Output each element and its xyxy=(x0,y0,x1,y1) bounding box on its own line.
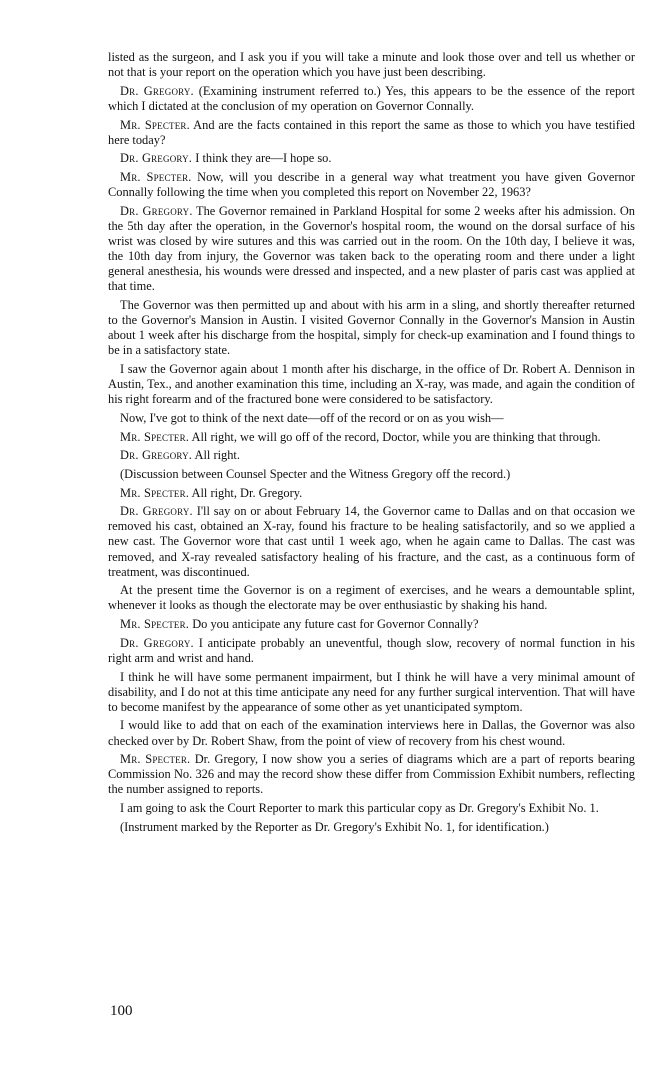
transcript-paragraph xyxy=(108,670,635,715)
transcript-paragraph xyxy=(108,448,635,463)
transcript-paragraph xyxy=(108,636,635,666)
speaker-label: Dr. Gregory. xyxy=(120,83,194,98)
transcript-paragraph xyxy=(108,486,635,501)
paragraph-text: I think they are—I hope so. xyxy=(195,151,332,166)
speaker-label: Mr. Specter. xyxy=(120,117,190,132)
paragraph-text: Dr. Gregory, I now show you a series of diagrams which are a part of reports bearing Commission No. 326 and may the record show these differ from Commission Exhibit numbers, reflecting the number assigned to reports. xyxy=(108,752,636,797)
speaker-label: Mr. Specter. xyxy=(120,752,191,767)
paragraph-text: I saw the Governor again about 1 month after his discharge, in the office of Dr. Robert A. Dennison in Austin, Tex., and another examination this time, including an X-ray, was made, and again the condition of his right forearm and of the fractured bone were considered to be satisfactory. xyxy=(108,361,635,407)
transcript-paragraph xyxy=(108,752,635,797)
speaker-label: Dr. Gregory. xyxy=(120,504,193,519)
paragraph-text: The Governor remained in Parkland Hospital for some 2 weeks after his admission. On the 5th day after the operation, in the Governor's hospital room, the wound on the dorsal surface of his wrist was closed by wire sutures and this was carried out in the room. On the 10th day, I believe it was, the 10th day from injury, the Governor was taken back to the operating room and there under a light general anesthesia, his wounds were dressed and inspected, and a new plaster of paris cast was applied at that time. xyxy=(108,203,635,294)
speaker-label: Mr. Specter. xyxy=(120,429,190,444)
speaker-label: Dr. Gregory. xyxy=(120,203,193,218)
transcript-paragraph xyxy=(108,204,635,295)
transcript-paragraph xyxy=(108,617,635,632)
paragraph-text: All right. xyxy=(194,448,240,463)
paragraph-text: (Instrument marked by the Reporter as Dr. Gregory's Exhibit No. 1, for identification.) xyxy=(120,819,549,834)
transcript-paragraph xyxy=(108,504,635,579)
transcript-paragraph xyxy=(108,718,635,748)
transcript-paragraph xyxy=(108,118,635,148)
transcript-paragraph xyxy=(108,298,635,358)
paragraph-text: listed as the surgeon, and I ask you if you will take a minute and look those over and tell us whether or not that is your report on the operation which you have just been describing. xyxy=(108,50,635,80)
paragraph-text: I would like to add that on each of the examination interviews here in Dallas, the Governor was also checked over by Dr. Robert Shaw, from the point of view of recovery from his chest wound. xyxy=(108,718,635,748)
transcript-paragraph xyxy=(108,801,635,816)
paragraph-text: I am going to ask the Court Reporter to mark this particular copy as Dr. Gregory's Exhibit No. 1. xyxy=(120,801,599,816)
transcript-paragraph xyxy=(108,50,635,80)
paragraph-text: I anticipate probably an uneventful, though slow, recovery of normal function in his right arm and wrist and hand. xyxy=(108,635,636,665)
paragraph-text: Do you anticipate any future cast for Governor Connally? xyxy=(192,617,479,632)
transcript-paragraph xyxy=(108,151,635,166)
speaker-label: Mr. Specter. xyxy=(120,617,190,632)
paragraph-text: (Discussion between Counsel Specter and the Witness Gregory off the record.) xyxy=(120,466,511,481)
transcript-body xyxy=(108,50,635,838)
paragraph-text: All right, Dr. Gregory. xyxy=(191,485,303,500)
transcript-paragraph xyxy=(108,170,635,200)
paragraph-text: (Examining instrument referred to.) Yes, this appears to be the essence of the report which I dictated at the conclusion of my operation on Governor Connally. xyxy=(108,83,635,113)
page-number: 100 xyxy=(110,1003,133,1019)
transcript-paragraph xyxy=(108,820,635,835)
speaker-label: Dr. Gregory. xyxy=(120,635,194,650)
transcript-paragraph xyxy=(108,467,635,482)
transcript-paragraph xyxy=(108,583,635,613)
paragraph-text: I think he will have some permanent impairment, but I think he will have a very minimal amount of disability, and I do not at this time anticipate any need for any further surgical intervention. That will have to become manifest by the appearance of some other as yet unanticipated symptom. xyxy=(108,669,635,714)
speaker-label: Dr. Gregory. xyxy=(120,448,193,463)
paragraph-text: The Governor was then permitted up and about with his arm in a sling, and shortly thereafter returned to the Governor's Mansion in Austin. I visited Governor Connally in the Governor's Mansion in Austin about 1 week after his discharge from the hospital, simply for check-up examination and I found things to be in a satisfactory state. xyxy=(108,297,635,358)
paragraph-text: Now, I've got to think of the next date—off of the record or on as you wish— xyxy=(120,410,504,425)
speaker-label: Dr. Gregory. xyxy=(120,151,193,166)
speaker-label: Mr. Specter. xyxy=(120,170,192,185)
transcript-paragraph xyxy=(108,362,635,407)
paragraph-text: Now, will you describe in a general way what treatment you have given Governor Connally following the time when you completed this report on November 22, 1963? xyxy=(108,170,636,200)
paragraph-text: At the present time the Governor is on a regiment of exercises, and he wears a demountable splint, whenever it looks as though the electorate may be over enthusiastic by shaking his hand. xyxy=(108,583,635,613)
speaker-label: Mr. Specter. xyxy=(120,485,190,500)
paragraph-text: And are the facts contained in this report the same as those to which you have testified here today? xyxy=(108,117,635,147)
transcript-paragraph xyxy=(108,411,635,426)
transcript-paragraph xyxy=(108,430,635,445)
paragraph-text: I'll say on or about February 14, the Governor came to Dallas and on that occasion we removed his cast, obtained an X-ray, found his fracture to be healing satisfactorily, and so we applied a new cast. The Governor wore that cast until 1 week ago, when he again came to Dallas. The cast was removed, and X-ray revealed satisfactory healing of his fracture, and the cast, as a continuous form of treatment, was discontinued. xyxy=(108,504,635,579)
paragraph-text: All right, we will go off of the record, Doctor, while you are thinking that through. xyxy=(191,429,601,444)
transcript-paragraph xyxy=(108,84,635,114)
